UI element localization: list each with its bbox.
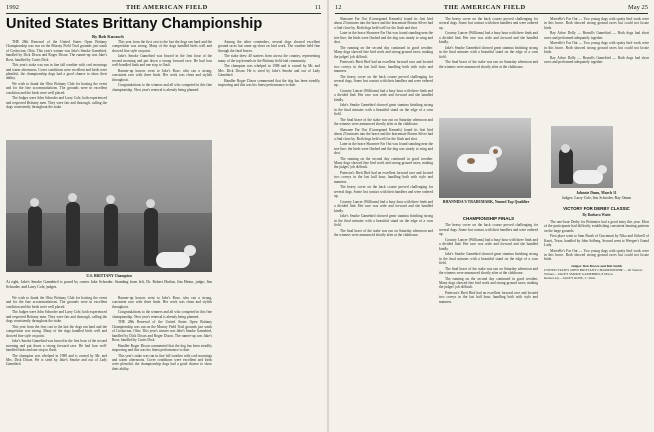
paragraph: The heavy cover on the back course proved challenging for several dogs. Some lost contact with their handlers and were ordered up. bbox=[439, 17, 538, 30]
paragraph: The final brace of the stake was run on Saturday afternoon and the winners were announced shortly after at the clubhouse. bbox=[334, 228, 433, 238]
paragraph: The Judges were John Schroder and Larry Cole, both experienced and respected Brittany men. They were fair and thorough, calling the dogs consistently throughout the stake. bbox=[6, 96, 107, 110]
results-line: Runner-Up—JAKE'S ROSE, C. Dick. bbox=[544, 276, 596, 281]
dog-head bbox=[597, 165, 607, 174]
paragraph: Country Lancer (Williams) had a busy hour with three finds and a divided find. Her race was wide and forward and she handled kindly. bbox=[334, 199, 433, 213]
person-head bbox=[30, 198, 39, 207]
person-figure bbox=[104, 204, 118, 266]
paragraph: Handler Roger Dixon commented that the dog has been steadily improving and this was his finest performance to date. bbox=[218, 78, 320, 88]
paragraph: Later in the brace Shawnee Far Out was found standing near the tree line; the birds were flushed and the dog was steady to wing and shot. bbox=[334, 142, 433, 156]
pointing-dog-photo bbox=[439, 118, 531, 198]
results-line: Winner—JAKE'S SMOKE GAMEBIRD, 8 Dixon. bbox=[544, 272, 614, 277]
left-folio: 1992 bbox=[6, 4, 19, 11]
person-head bbox=[106, 195, 115, 204]
section-heading: CHAMPIONSHIP FINALS bbox=[462, 216, 515, 221]
photo-caption-title: U.S. BRITTANY Champion bbox=[86, 274, 132, 278]
person-figure bbox=[28, 206, 42, 266]
paragraph: Jake's Smoke Gamebird showed great stamina finishing strong in the final minutes with a beautiful stand on the edge of a corn field. bbox=[439, 45, 538, 59]
paragraph: Runner-up honors went to Jake's Rose, who ran a strong, consistent race with three finds. Her work was clean and stylish throughout. bbox=[112, 296, 212, 309]
paragraph: Handler Roger Dixon commented that the dog has been steadily improving and this was his finest performance to date. bbox=[112, 343, 212, 353]
paragraph: The champion was whelped in 1988 and is owned by Mr. and Mrs. Dick Dixon. He is sired by Jake's Smoke and out of Lady Gamebird. bbox=[6, 353, 107, 367]
paragraph: Jake's Smoke Gamebird showed great stamina finishing strong in the final minutes with a beautiful stand on the edge of a corn field. bbox=[334, 214, 433, 228]
paragraph: This year from the first cast to the last the dogs ran hard and the competition was strong. Many of the dogs handled birds well and showed fine style on point. bbox=[112, 40, 212, 53]
photo-caption: Judges: Larry Cole, Jim Schroder, Ray Oman bbox=[561, 196, 632, 200]
paragraph: Jake's Smoke Gamebird was braced in the first hour of the second morning and put down a strong forward race. He had four well-handled finds and one stop to flush. bbox=[112, 54, 212, 68]
paragraph: The final brace of the stake was run on Saturday afternoon and the winners were announced shortly after at the clubhouse. bbox=[334, 117, 433, 127]
paragraph: The Judges were John Schroder and Larry Cole, both experienced and respected Brittany men. They were fair and thorough, calling the dogs consistently throughout the stake. bbox=[6, 310, 107, 324]
paragraph: Paterson's Brett Bird had an excellent forward race and located two coveys in the last half hour, handling both with style and manners. bbox=[439, 291, 538, 304]
paragraph: Jake's Smoke Gamebird showed great stamina finishing strong in the final minutes with a beautiful stand on the edge of a corn field. bbox=[334, 103, 433, 117]
paragraph: First place went to Sam Brush of Cincinnati by Niko and Stilwell of Knott, Texas, handled by John Solberg. Second went to Weegee's Grand Lady. bbox=[544, 234, 649, 248]
paragraph: This year's stake was run in fine fall weather with cool mornings and warm afternoons. Cover conditions were excellent and birds were plentiful, the championship dogs had a good chance to show their ability. bbox=[6, 63, 107, 81]
paragraph: Marvelle's Far Out — Two young dogs with spotty bird work were in this brace. Both showed strong ground races but could not locate birds. bbox=[544, 248, 649, 262]
left-page-number: 11 bbox=[314, 4, 321, 11]
paragraph: The running on the second day continued in good weather. Many dogs showed fine bird work and strong ground races, making the judges' job difficult. bbox=[334, 156, 433, 170]
right-column-1 bbox=[334, 17, 433, 430]
paragraph: We wish to thank the Ohio Brittany Club for hosting the event and for the fine accommodations. The grounds were in excellent condition and the birds were well placed. bbox=[6, 82, 107, 95]
left-column-3 bbox=[218, 40, 320, 432]
right-column-2-upper bbox=[439, 17, 538, 115]
paragraph: Shawnee Far Out (Cornegrand Kennels) found its first bird about 25 minutes into the brace and the bracemate Boreas Silver had a find close by. Both dogs held well for the flush and shot. bbox=[334, 17, 433, 30]
photo-caption-title: Johnnie Dunn, March 11 bbox=[576, 191, 617, 195]
right-magazine-name: THE AMERICAN FIELD bbox=[443, 4, 526, 11]
paragraph: Ray Arbor Dolly — Brandi's Gamebird — Both dogs had short races and performed adequately together. bbox=[544, 31, 649, 40]
paragraph: Marvelle's Far Out — Two young dogs with spotty bird work were in this brace. Both showed strong ground races but could not locate birds. bbox=[544, 41, 649, 55]
photo-caption-title: RHANNIDA'S TRADEMARK, Named Top Qualifier bbox=[442, 200, 530, 204]
paragraph: Country Lancer (Williams) had a busy hour with three finds and a divided find. Her race was wide and forward and she handled kindly. bbox=[439, 31, 538, 45]
group-photo bbox=[6, 140, 212, 272]
paragraph: Country Lancer (Williams) had a busy hour with three finds and a divided find. Her race was wide and forward and she handled kindly. bbox=[334, 89, 433, 102]
paragraph: The final brace of the stake was run on Saturday afternoon and the winners were announced shortly after at the clubhouse. bbox=[439, 266, 538, 276]
right-folio: 12 bbox=[335, 4, 342, 11]
paragraph: Later in the brace Shawnee Far Out was found standing near the tree line; the birds were flushed and the dog was steady to wing and shot. bbox=[334, 31, 433, 45]
results-title: Judges: Bob Brown and Bob Smith bbox=[571, 263, 622, 268]
paragraph: The final brace of the stake was run on Saturday afternoon and the winners were announced shortly after at the clubhouse. bbox=[439, 60, 538, 69]
paragraph: Jake's Smoke Gamebird was braced in the first hour of the second morning and put down a strong forward race. He had four well-handled finds and one stop to flush. bbox=[6, 339, 107, 353]
paragraph: The one-hour Derby for Brittanies had a good entry this year. Most of the participants had difficulty establishing consistent hunting patterns on the large grounds. bbox=[544, 219, 649, 233]
paragraph: The running on the second day continued in good weather. Many dogs showed fine bird work and strong ground races, making the judges' job difficult. bbox=[439, 276, 538, 290]
paragraph: This year's stake was run in fine fall weather with cool mornings and warm afternoons. Cover conditions were excellent and birds were plentiful, the championship dogs had a good chance to show their ability. bbox=[112, 353, 212, 371]
section-byline: By Barbara Waite bbox=[582, 213, 611, 218]
paragraph: The heavy cover on the back course proved challenging for several dogs. Some lost contact with their handlers and were ordered up. bbox=[439, 223, 538, 237]
left-running-head bbox=[6, 3, 321, 12]
portrait-photo bbox=[551, 126, 613, 188]
paragraph: Ray Arbor Dolly — Brandi's Gamebird — Both dogs had short races and performed adequately together. bbox=[544, 55, 649, 65]
person-head bbox=[68, 193, 77, 202]
paragraph: This year from the first cast to the last the dogs ran hard and the competition was strong. Many of the dogs handled birds well and showed fine style on point. bbox=[6, 324, 107, 338]
article-byline: By Bob Kurasch bbox=[92, 34, 124, 39]
photo-caption: At right, Jake's Smoke Gamebird is posed by owner Jake Schroder. Standing from left, Dr. Robert Harlan, Jim Heinz, judge; Jim Schroder, and Larry Cole, judges. bbox=[6, 280, 212, 289]
paragraph: Runner-up honors went to Jake's Rose, who ran a strong, consistent race with three finds. Her work was clean and stylish throughout. bbox=[112, 68, 212, 82]
results-block bbox=[544, 264, 649, 281]
right-running-head bbox=[335, 3, 648, 12]
paragraph: We wish to thank the Ohio Brittany Club for hosting the event and for the fine accommodations. The grounds were in excellent condition and the birds were well placed. bbox=[6, 296, 107, 309]
paragraph: The champion was whelped in 1988 and is owned by Mr. and Mrs. Dick Dixon. He is sired by Jake's Smoke and out of Lady Gamebird. bbox=[218, 64, 320, 78]
person-head bbox=[561, 144, 570, 153]
paragraph: The stake drew 40 starters from across the country, representing many of the top kennels in the Brittany field trial community. bbox=[218, 54, 320, 63]
right-date: May 25 bbox=[627, 4, 648, 11]
results-line: UNITED STATES OPEN BRITTANY CHAMPIONSHIP — 40 Starters bbox=[544, 268, 643, 273]
paragraph: Congratulations to the winners and all who competed in this fine championship. Next year's renewal is already being planned. bbox=[112, 310, 212, 319]
paragraph: The heavy cover on the back course proved challenging for several dogs. Some lost contact with their handlers and were ordered up. bbox=[334, 74, 433, 88]
dog-marking bbox=[493, 149, 498, 154]
left-header-rule bbox=[6, 13, 321, 14]
paragraph: The heavy cover on the back course proved challenging for several dogs. Some lost contact with their handlers and were ordered up. bbox=[334, 185, 433, 199]
paragraph: Shawnee Far Out (Cornegrand Kennels) found its first bird about 25 minutes into the brace and the bracemate Boreas Silver had a find close by. Both dogs held well for the flush and shot. bbox=[334, 127, 433, 141]
right-page bbox=[329, 0, 654, 432]
paragraph: THE 28th Renewal of the United States Open Brittany Championship was run on the Murray Field Trial grounds just south of Coshocton, Ohio. This year's winner was Jake's Smoke Gamebird, handled by Dick Dixon and Roger Dixon. The runner-up was Jake's Rose, handled by Curtis Dick. bbox=[112, 320, 212, 343]
right-column-2-lower bbox=[439, 214, 538, 430]
article-title: United States Brittany Championship bbox=[6, 16, 263, 32]
left-column-2-lower bbox=[112, 296, 212, 430]
paragraph: Country Lancer (Williams) had a busy hour with three finds and a divided find. Her race was wide and forward and she handled kindly. bbox=[439, 237, 538, 251]
paragraph: Congratulations to the winners and all who competed in this fine championship. Next year's renewal is already being planned. bbox=[112, 83, 212, 92]
left-column-1-lower bbox=[6, 296, 107, 430]
paragraph: Paterson's Brett Bird had an excellent forward race and located two coveys in the last half hour, handling both with style and manners. bbox=[334, 60, 433, 74]
paragraph: Jake's Smoke Gamebird showed great stamina finishing strong in the final minutes with a beautiful stand on the edge of a corn field. bbox=[439, 252, 538, 266]
paragraph: Paterson's Brett Bird had an excellent forward race and located two coveys in the last half hour, handling both with style and manners. bbox=[334, 171, 433, 184]
right-header-rule bbox=[335, 13, 648, 14]
dog-marking bbox=[467, 158, 475, 164]
left-magazine-name: THE AMERICAN FIELD bbox=[125, 4, 208, 11]
person-figure bbox=[559, 148, 573, 184]
section-heading: VICTORY FOR DERBY CLASSIC bbox=[563, 206, 630, 211]
paragraph: Among the other contenders, several dogs showed excellent ground races but came up short on bird work. The weather held fine through the final braces. bbox=[218, 40, 320, 53]
paragraph: THE 28th Renewal of the United States Open Brittany Championship was run on the Murray Field Trial grounds just south of Coshocton, Ohio. This year's winner was Jake's Smoke Gamebird, handled by Dick Dixon and Roger Dixon. The runner-up was Jake's Rose, handled by Curtis Dick. bbox=[6, 40, 107, 62]
right-column-3-lower bbox=[544, 204, 649, 430]
person-head bbox=[146, 199, 155, 208]
dog-head bbox=[184, 245, 196, 256]
paragraph: Marvelle's Far Out — Two young dogs with spotty bird work were in this brace. Both showed strong ground races but could not locate birds. bbox=[544, 17, 649, 30]
paragraph: The running on the second day continued in good weather. Many dogs showed fine bird work and strong ground races, making the judges' job difficult. bbox=[334, 45, 433, 59]
person-figure bbox=[66, 202, 80, 266]
right-column-3-upper bbox=[544, 17, 649, 123]
